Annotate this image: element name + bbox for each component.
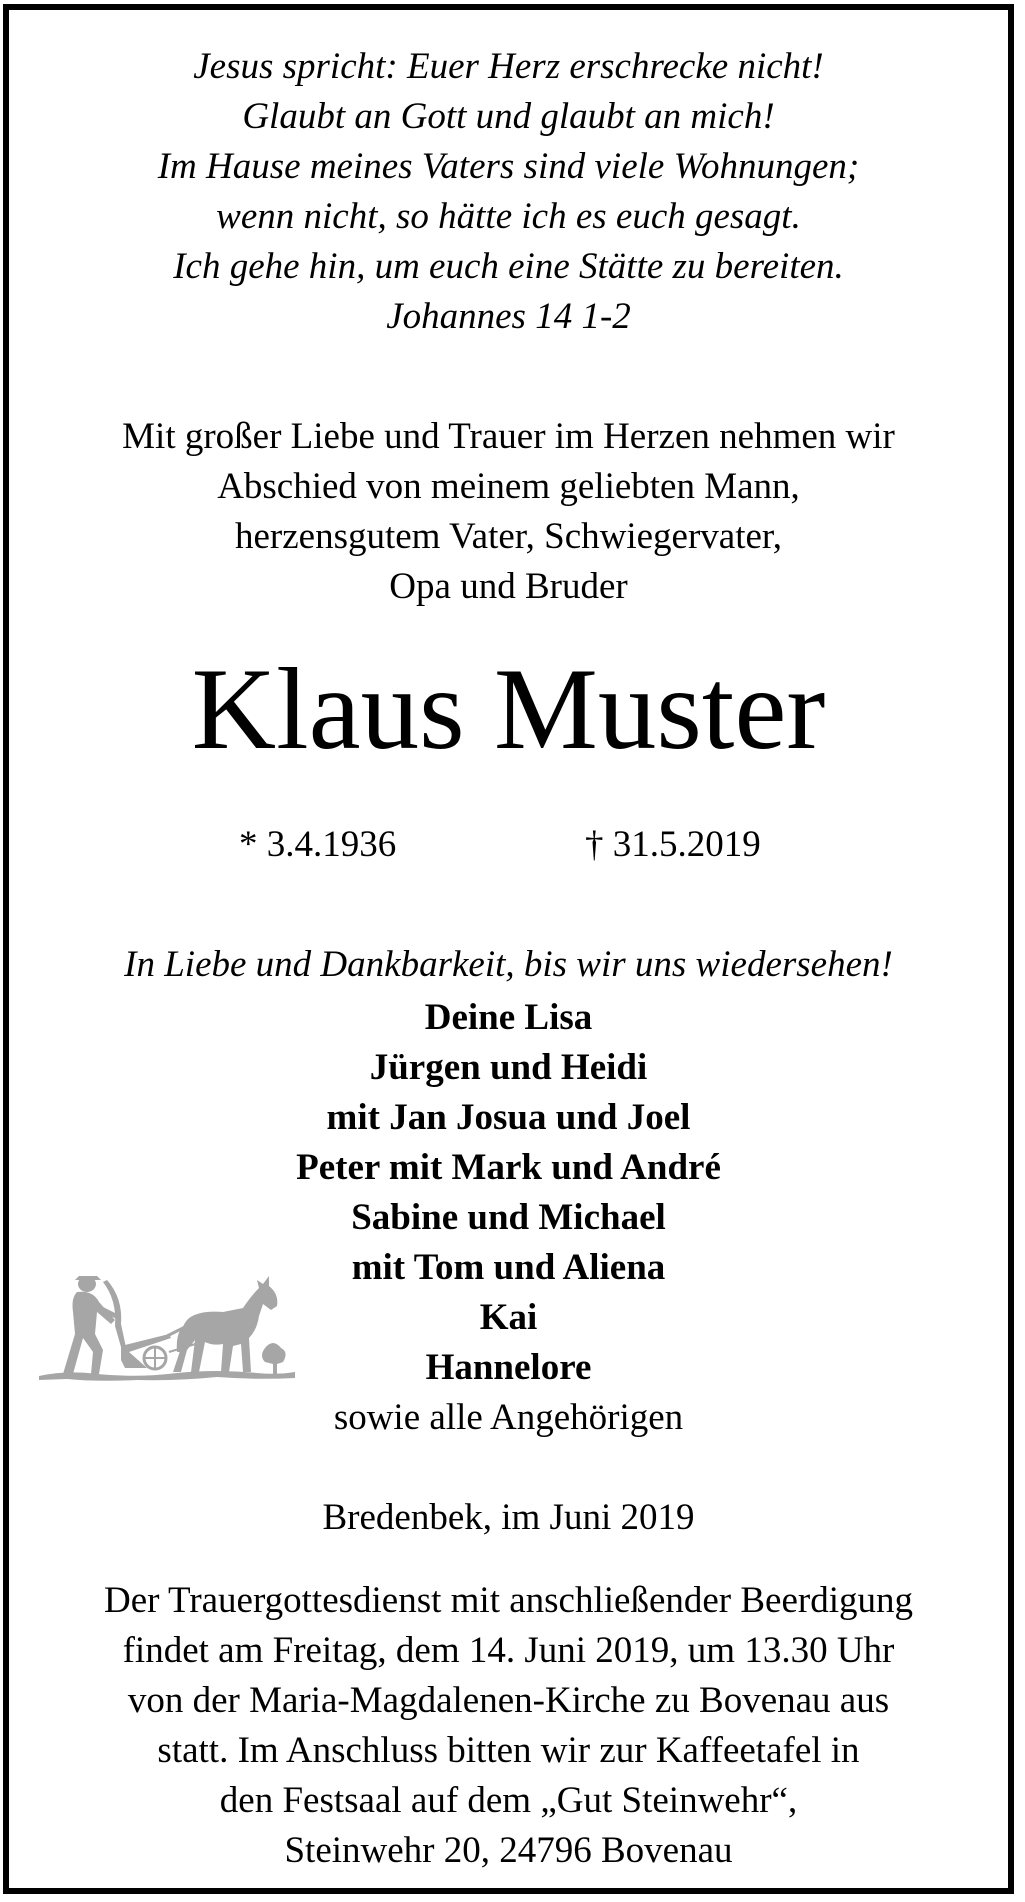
verse-line: Ich gehe hin, um euch eine Stätte zu bereiten. (173, 246, 844, 287)
intro-text (9, 412, 1008, 612)
place-and-date: Bredenbek, im Juni 2019 (322, 1497, 695, 1538)
obituary-frame (3, 4, 1014, 1894)
service-details (9, 1576, 1008, 1876)
verse-line: Im Hause meines Vaters sind viele Wohnungen; (157, 146, 860, 187)
life-dates (9, 820, 1008, 870)
bible-verse (9, 42, 1008, 342)
verse-reference: Johannes 14 1-2 (386, 296, 631, 337)
family-name: Hannelore (425, 1347, 592, 1388)
death-date: † 31.5.2019 (585, 824, 761, 865)
farmer-plowing-with-horse-icon (37, 1272, 297, 1384)
intro-line: Opa und Bruder (389, 566, 628, 607)
deceased-name: Klaus Muster (191, 645, 826, 774)
service-line: findet am Freitag, dem 14. Juni 2019, um 13.30 Uhr (122, 1630, 895, 1671)
family-name: mit Tom und Aliena (351, 1247, 666, 1288)
intro-line: Mit großer Liebe und Trauer im Herzen nehmen wir (122, 416, 895, 457)
verse-line: Glaubt an Gott und glaubt an mich! (242, 96, 775, 137)
intro-line: herzensgutem Vater, Schwiegervater, (234, 516, 782, 557)
family-name: Deine Lisa (424, 997, 593, 1038)
family-name: mit Jan Josua und Joel (326, 1097, 691, 1138)
closing-line: In Liebe und Dankbarkeit, bis wir uns wiedersehen! (124, 944, 893, 985)
family-relatives: sowie alle Angehörigen (333, 1397, 684, 1438)
service-line: Der Trauergottesdienst mit anschließender Beerdigung (103, 1580, 914, 1621)
service-line: Steinwehr 20, 24796 Bovenau (284, 1830, 733, 1871)
service-line: von der Maria-Magdalenen-Kirche zu Bovenau aus (127, 1680, 890, 1721)
family-name: Sabine und Michael (351, 1197, 666, 1238)
family-name: Peter mit Mark und André (296, 1147, 721, 1188)
birth-date: * 3.4.1936 (239, 824, 397, 865)
service-line: statt. Im Anschluss bitten wir zur Kaffeetafel in (157, 1730, 860, 1771)
family-name: Kai (479, 1297, 538, 1338)
verse-line: wenn nicht, so hätte ich es euch gesagt. (216, 196, 801, 237)
family-name: Jürgen und Heidi (369, 1047, 648, 1088)
verse-line: Jesus spricht: Euer Herz erschrecke nicht! (193, 46, 824, 87)
intro-line: Abschied von meinem geliebten Mann, (217, 466, 800, 507)
service-line: den Festsaal auf dem „Gut Steinwehr“, (219, 1780, 798, 1821)
